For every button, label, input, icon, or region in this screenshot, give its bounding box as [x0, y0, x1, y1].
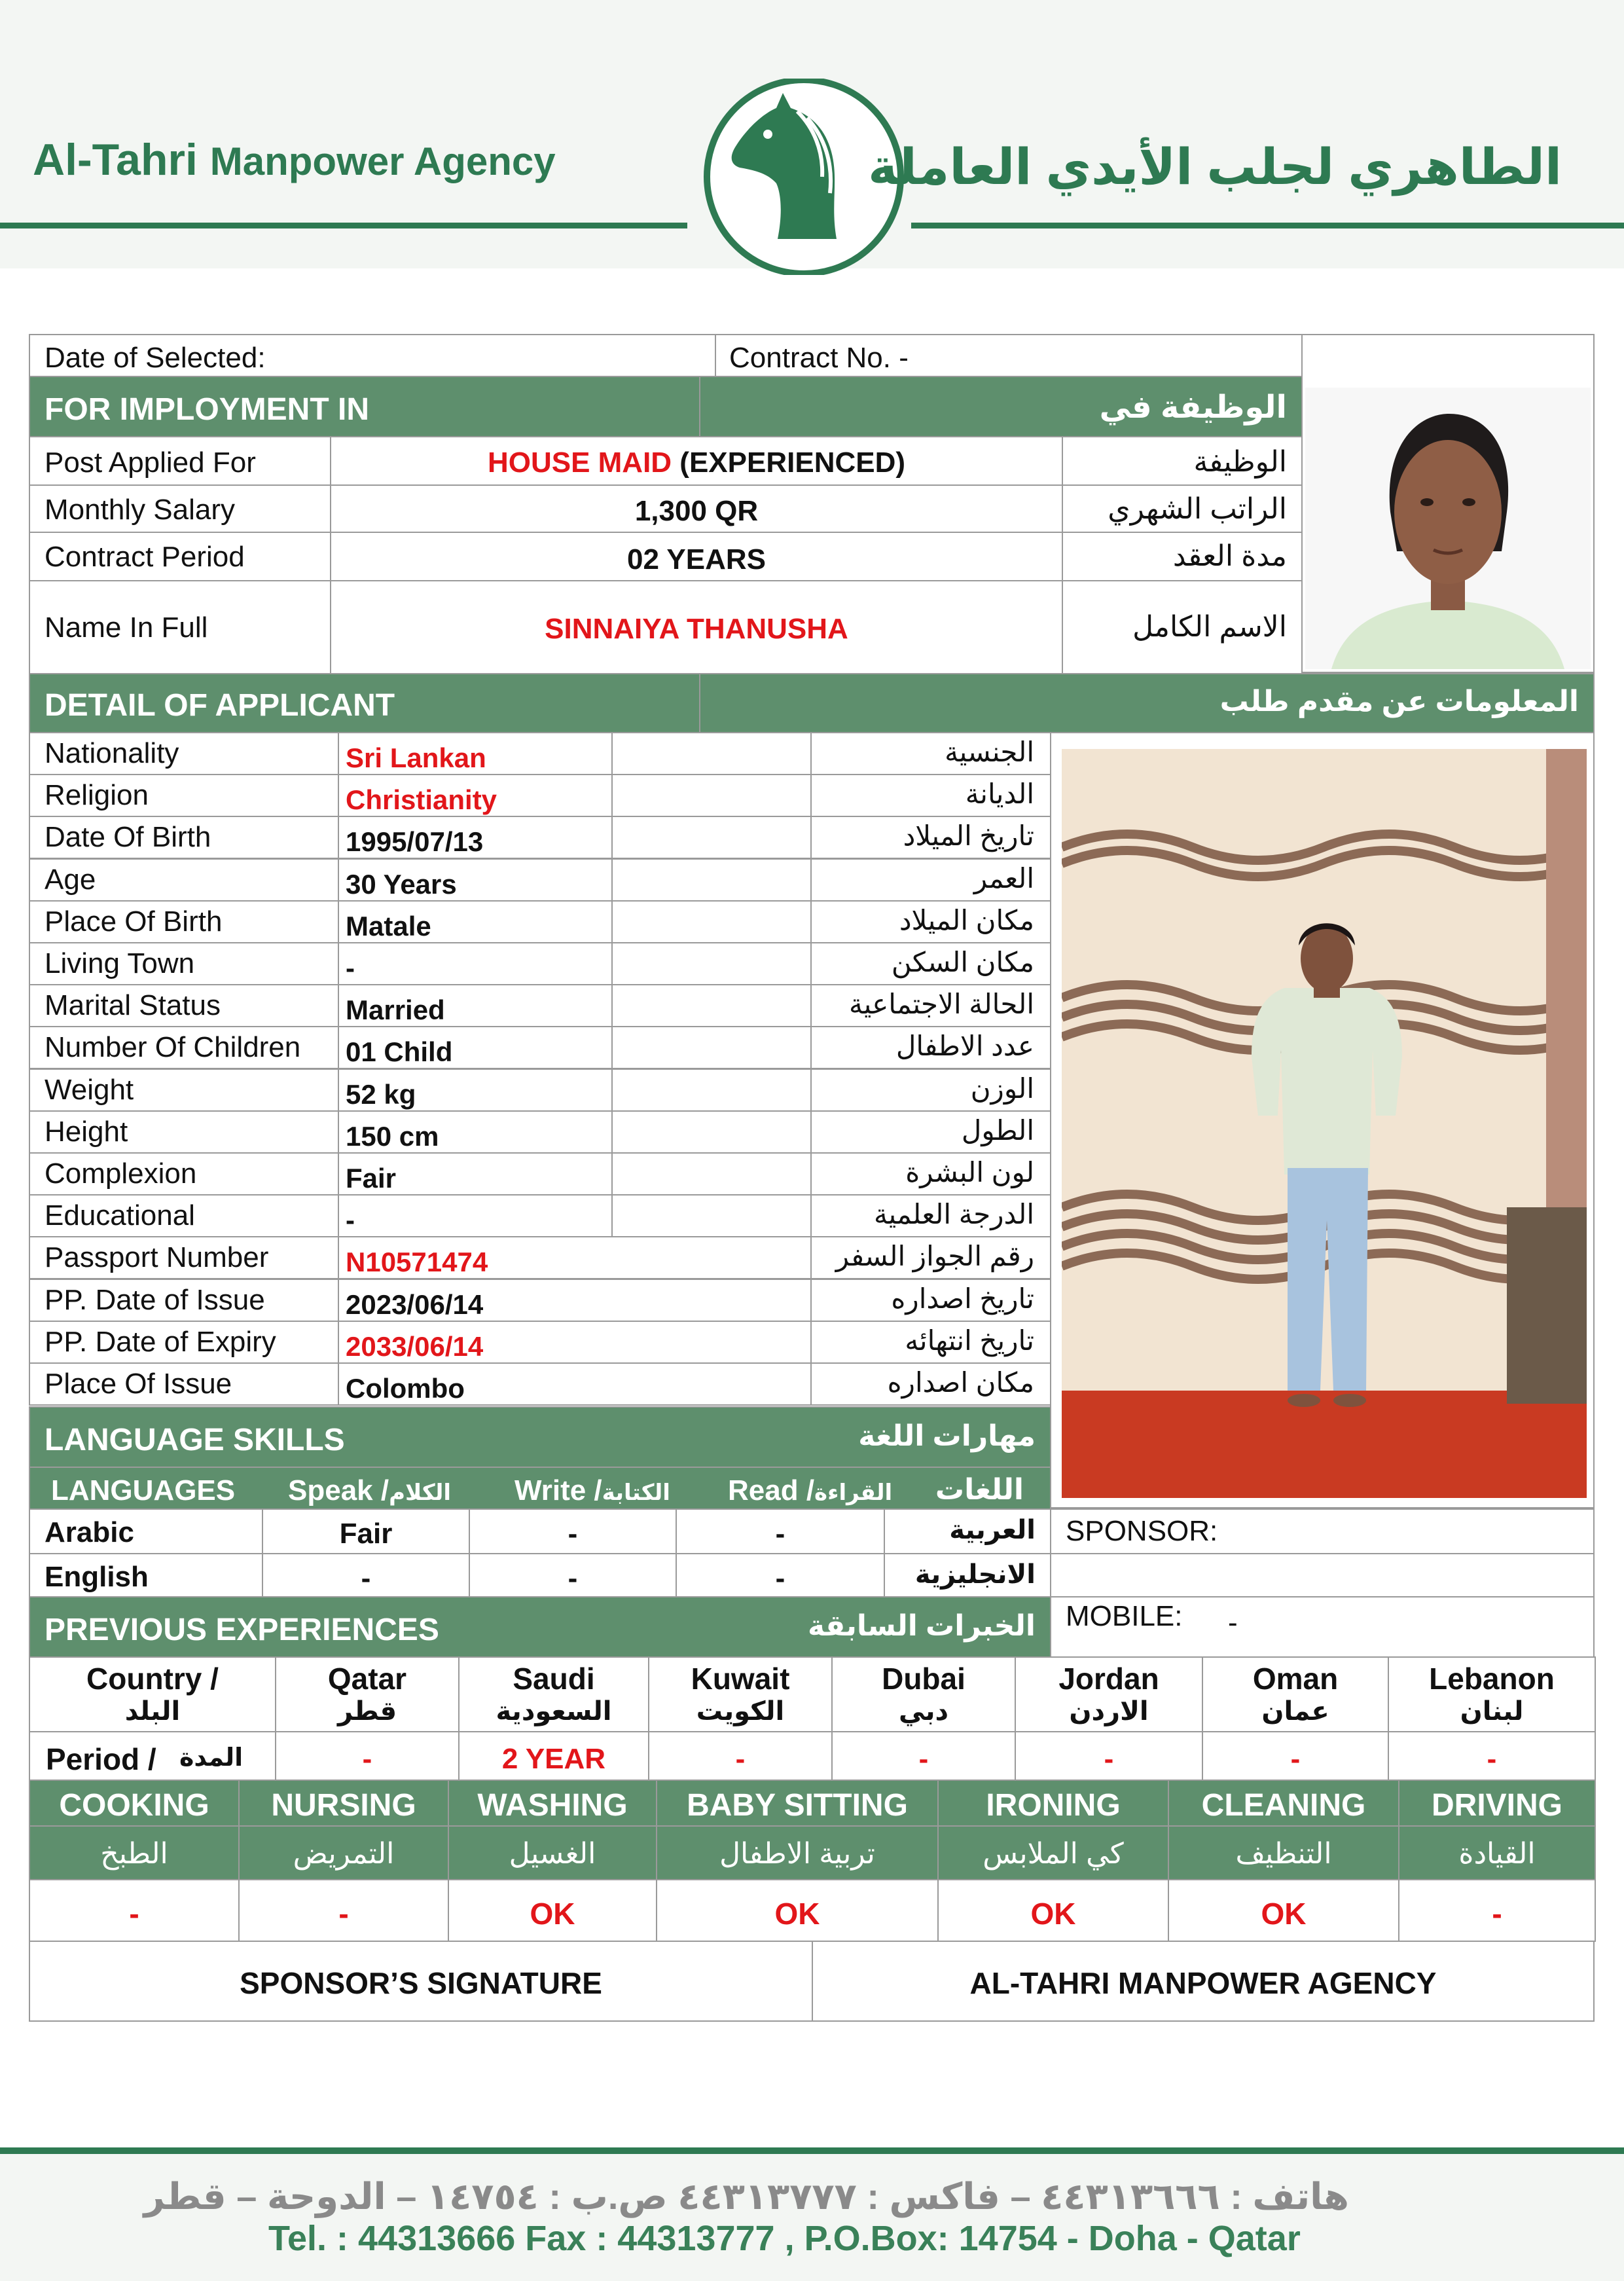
applicant-row-value: -	[346, 953, 355, 983]
name-label-cell	[29, 580, 331, 674]
period-label-ar-cell	[1062, 532, 1303, 581]
applicant-row-label-ar: عدد الاطفال	[895, 1031, 1034, 1061]
skill-name: COOKING	[59, 1788, 209, 1823]
skill-header-en-cell	[937, 1779, 1169, 1827]
applicant-label-cell	[29, 1236, 339, 1279]
skill-header-ar-cell	[937, 1825, 1169, 1880]
applicant-row-label-ar: الحالة الاجتماعية	[849, 989, 1034, 1019]
country-period: -	[1104, 1743, 1114, 1775]
applicant-label-cell	[29, 1068, 339, 1112]
applicant-label-cell	[29, 1026, 339, 1069]
applicant-value-cell	[338, 1194, 613, 1237]
applicant-label-cell	[29, 1152, 339, 1195]
applicant-row-value: Colombo	[346, 1373, 465, 1404]
applicant-ar-cell	[810, 816, 1051, 859]
applicant-label-cell	[29, 1194, 339, 1237]
country-cell	[1015, 1656, 1203, 1732]
applicant-row-value: Married	[346, 995, 445, 1025]
agency-name-en-rest: Manpower Agency	[209, 139, 556, 183]
skill-name: WASHING	[477, 1788, 628, 1823]
applicant-row-value: Sri Lankan	[346, 742, 486, 773]
country-name: Qatar	[327, 1662, 407, 1696]
applicant-ar-cell	[810, 984, 1051, 1027]
applicant-value-cell	[338, 774, 613, 817]
applicant-label-cell	[29, 732, 339, 775]
skill-name-ar: الطبخ	[100, 1838, 168, 1870]
language-cell	[262, 1508, 470, 1554]
skill-name-ar: تربية الاطفال	[719, 1838, 875, 1870]
applicant-header-en	[29, 673, 713, 733]
contract-no-label: Contract No. -	[729, 342, 909, 374]
language-cell	[676, 1508, 885, 1554]
applicant-row-label: Weight	[45, 1074, 134, 1106]
applicant-row-label-ar: تاريخ الميلاد	[903, 820, 1034, 851]
col-read-ar: القراءة	[814, 1480, 893, 1505]
applicant-ar-cell	[810, 1236, 1051, 1279]
language-level: -	[361, 1562, 371, 1594]
applicant-row-label-ar: مكان الميلاد	[899, 905, 1034, 936]
applicant-ar-cell	[810, 900, 1051, 943]
col-speak-ar: الكلام	[389, 1480, 452, 1505]
skill-name: NURSING	[271, 1788, 416, 1823]
experience-header	[29, 1596, 1051, 1658]
col-write: Write /	[514, 1474, 602, 1506]
salary-label-cell	[29, 484, 331, 533]
language-cell	[884, 1508, 1051, 1554]
applicant-row-label-ar: مكان اصداره	[887, 1367, 1034, 1398]
applicant-label-cell	[29, 816, 339, 859]
country-name-ar: لبنان	[1460, 1697, 1524, 1726]
applicant-header-ar	[699, 673, 1595, 733]
skill-header-en-cell	[448, 1779, 657, 1827]
applicant-ar-cell	[810, 1026, 1051, 1069]
country-label-ar: البلد	[124, 1697, 181, 1726]
col-write-ar: الكتابة	[602, 1480, 670, 1505]
country-period: -	[735, 1743, 746, 1775]
period-label: Period /	[46, 1742, 156, 1776]
language-name: Arabic	[45, 1516, 134, 1548]
applicant-value-cell	[338, 1362, 812, 1406]
skill-name-ar: القيادة	[1458, 1838, 1536, 1870]
name-label-ar: الاسم الكامل	[1132, 611, 1287, 643]
language-cell	[884, 1553, 1051, 1599]
applicant-row-value: 2033/06/14	[346, 1331, 484, 1362]
applicant-value-cell	[338, 1068, 613, 1112]
country-name-ar: قطر	[337, 1697, 397, 1726]
applicant-blank-cell	[611, 1152, 812, 1195]
skill-header-ar-cell	[448, 1825, 657, 1880]
applicant-label-cell	[29, 942, 339, 985]
header-rule-right	[911, 223, 1624, 228]
language-level: Fair	[339, 1518, 393, 1550]
agency-name-en-main: Al-Tahri	[33, 135, 198, 185]
applicant-blank-cell	[611, 1026, 812, 1069]
country-name-ar: السعودية	[496, 1697, 612, 1726]
sponsor-cell	[1050, 1508, 1595, 1554]
applicant-value-cell	[338, 1236, 812, 1279]
col-speak: Speak /	[288, 1474, 389, 1506]
experience-title-en: PREVIOUS EXPERIENCES	[45, 1613, 439, 1647]
skill-name-ar: التنظيف	[1235, 1838, 1332, 1870]
language-level: -	[775, 1518, 785, 1550]
period-label-cell	[29, 532, 331, 581]
skill-header-ar-cell	[238, 1825, 449, 1880]
applicant-label-cell	[29, 1321, 339, 1364]
applicant-row-value: 2023/06/14	[346, 1289, 484, 1320]
language-name: English	[45, 1561, 149, 1593]
period-label-cell	[29, 1731, 276, 1781]
applicant-row-label: Age	[45, 864, 96, 896]
country-period-cell	[1202, 1731, 1389, 1781]
country-name-ar: الاردن	[1069, 1697, 1149, 1726]
skill-value-cell	[238, 1879, 449, 1942]
country-name: Jordan	[1058, 1662, 1159, 1696]
applicant-row-label: Height	[45, 1116, 128, 1148]
skill-value-cell	[1398, 1879, 1596, 1942]
country-name-ar: الكويت	[696, 1697, 785, 1726]
applicant-row-label: Religion	[45, 779, 149, 811]
country-period: -	[918, 1743, 929, 1775]
skill-header-ar-cell	[1398, 1825, 1596, 1880]
skill-value: -	[338, 1897, 349, 1931]
skill-value: OK	[1030, 1897, 1076, 1931]
period-value-cell	[330, 532, 1063, 581]
footer-rule	[0, 2147, 1624, 2154]
employment-header-en	[29, 376, 713, 437]
country-cell	[1202, 1656, 1389, 1732]
applicant-value-cell	[338, 900, 613, 943]
applicant-row-label-ar: مكان السكن	[891, 947, 1034, 977]
skill-name: DRIVING	[1431, 1788, 1562, 1823]
skill-header-en-cell	[29, 1779, 240, 1827]
applicant-ar-cell	[810, 1362, 1051, 1406]
applicant-row-label: Date Of Birth	[45, 821, 211, 853]
skill-value-cell	[29, 1879, 240, 1942]
applicant-row-value: Christianity	[346, 784, 497, 815]
country-period: -	[1487, 1743, 1497, 1775]
applicant-row-value: Fair	[346, 1163, 397, 1194]
period-label-ar: المدة	[179, 1744, 244, 1772]
applicant-row-label: Educational	[45, 1199, 195, 1232]
letterhead	[0, 0, 1624, 268]
skill-name: CLEANING	[1201, 1788, 1366, 1823]
sponsor-blank-cell	[1050, 1553, 1595, 1597]
skill-header-en-cell	[1168, 1779, 1399, 1827]
post-value-role: HOUSE MAID	[487, 447, 672, 479]
applicant-row-value: N10571474	[346, 1247, 488, 1277]
country-name-ar: عمان	[1261, 1697, 1329, 1726]
agency-name-ar: الطاهري لجلب الأيدي العاملة	[868, 139, 1562, 195]
country-period-cell	[648, 1731, 833, 1781]
applicant-blank-cell	[611, 774, 812, 817]
applicant-blank-cell	[611, 984, 812, 1027]
applicant-full-body-photo	[1062, 749, 1587, 1498]
country-period-cell	[831, 1731, 1016, 1781]
applicant-blank-cell	[611, 942, 812, 985]
applicant-row-value: 1995/07/13	[346, 826, 484, 857]
employment-title-en: FOR IMPLOYMENT IN	[45, 392, 369, 427]
contract-no-cell	[715, 334, 1303, 377]
applicant-row-label-ar: لون البشرة	[905, 1157, 1034, 1188]
applicant-row-label: Marital Status	[45, 989, 221, 1021]
country-name: Lebanon	[1429, 1662, 1555, 1696]
applicant-value-cell	[338, 816, 613, 859]
skill-value: OK	[530, 1897, 575, 1931]
salary-value: 1,300 QR	[634, 495, 759, 527]
applicant-label-cell	[29, 900, 339, 943]
applicant-row-label-ar: العمر	[973, 863, 1034, 894]
applicant-ar-cell	[810, 1279, 1051, 1322]
post-label-ar-cell	[1062, 436, 1303, 486]
country-period: -	[362, 1743, 372, 1775]
name-label-ar-cell	[1062, 580, 1303, 674]
post-label: Post Applied For	[45, 447, 256, 479]
applicant-row-label-ar: الدرجة العلمية	[873, 1199, 1034, 1230]
applicant-row-value: 150 cm	[346, 1121, 439, 1152]
applicant-row-label-ar: الطول	[961, 1115, 1034, 1146]
skill-value-cell	[937, 1879, 1169, 1942]
full-body-photo-frame	[1050, 732, 1595, 1508]
language-cell	[469, 1508, 677, 1554]
applicant-label-cell	[29, 1110, 339, 1154]
applicant-row-value: 30 Years	[346, 869, 457, 900]
language-column-header	[29, 1467, 1051, 1510]
applicant-value-cell	[338, 1321, 812, 1364]
salary-value-cell	[330, 484, 1063, 533]
language-name-ar: الانجليزية	[914, 1560, 1036, 1589]
applicant-row-label-ar: تاريخ اصداره	[891, 1283, 1034, 1314]
post-value-cell	[330, 436, 1063, 486]
applicant-row-label: Living Town	[45, 947, 195, 979]
applicant-ar-cell	[810, 1110, 1051, 1154]
employment-header-ar	[699, 376, 1303, 437]
applicant-ar-cell	[810, 732, 1051, 775]
applicant-blank-cell	[611, 1194, 812, 1237]
name-value-cell	[330, 580, 1063, 674]
period-label-ar: مدة العقد	[1172, 540, 1287, 572]
skill-value: OK	[774, 1897, 820, 1931]
period-label: Contract Period	[45, 541, 245, 573]
post-value-detail: (EXPERIENCED)	[672, 447, 906, 479]
applicant-row-label-ar: الوزن	[970, 1073, 1034, 1104]
applicant-ar-cell	[810, 942, 1051, 985]
agency-signature-label: AL-TAHRI MANPOWER AGENCY	[969, 1966, 1437, 2000]
col-read: Read /	[728, 1474, 815, 1506]
country-name: Dubai	[882, 1662, 965, 1696]
country-name: Oman	[1252, 1662, 1339, 1696]
applicant-row-label-ar: الديانة	[965, 778, 1034, 809]
applicant-ar-cell	[810, 858, 1051, 902]
applicant-value-cell	[338, 1152, 613, 1195]
mobile-cell	[1050, 1596, 1595, 1658]
skill-header-ar-cell	[29, 1825, 240, 1880]
agency-signature-cell	[812, 1941, 1595, 2022]
applicant-row-label: Place Of Issue	[45, 1368, 232, 1400]
skill-name-ar: الغسيل	[509, 1838, 596, 1870]
skill-header-en-cell	[238, 1779, 449, 1827]
country-cell	[831, 1656, 1016, 1732]
date-selected-cell	[29, 334, 716, 377]
applicant-value-cell	[338, 1110, 613, 1154]
applicant-value-cell	[338, 1026, 613, 1069]
applicant-row-label: Nationality	[45, 737, 179, 769]
name-label: Name In Full	[45, 611, 208, 644]
applicant-value-cell	[338, 942, 613, 985]
sponsor-label: SPONSOR:	[1066, 1515, 1218, 1547]
col-languages-ar: اللغات	[935, 1474, 1024, 1506]
applicant-ar-cell	[810, 1068, 1051, 1112]
applicant-value-cell	[338, 858, 613, 902]
applicant-label-cell	[29, 774, 339, 817]
applicant-portrait-photo	[1305, 388, 1591, 669]
country-name: Saudi	[513, 1662, 595, 1696]
applicant-value-cell	[338, 984, 613, 1027]
country-period-cell	[1015, 1731, 1203, 1781]
skill-header-ar-cell	[656, 1825, 939, 1880]
skill-header-en-cell	[656, 1779, 939, 1827]
country-period: 2 YEAR	[501, 1743, 606, 1775]
language-cell	[469, 1553, 677, 1599]
letterhead-footer	[0, 2147, 1624, 2281]
applicant-row-label: PP. Date of Issue	[45, 1284, 265, 1316]
country-name: Kuwait	[691, 1662, 790, 1696]
applicant-title-en: DETAIL OF APPLICANT	[45, 688, 395, 723]
applicant-blank-cell	[611, 900, 812, 943]
employment-title-ar: الوظيفة في	[1099, 390, 1287, 425]
country-cell	[458, 1656, 649, 1732]
agency-name-en	[33, 134, 556, 185]
language-cell	[29, 1553, 263, 1599]
language-name-ar: العربية	[949, 1516, 1036, 1544]
salary-label-ar-cell	[1062, 484, 1303, 533]
applicant-row-label-ar: تاريخ انتهائه	[905, 1325, 1034, 1356]
country-name-ar: دبي	[898, 1697, 948, 1726]
skill-value-cell	[1168, 1879, 1399, 1942]
applicant-label-cell	[29, 858, 339, 902]
applicant-label-cell	[29, 1279, 339, 1322]
applicant-blank-cell	[611, 1068, 812, 1112]
experience-title-ar: الخبرات السابقة	[808, 1610, 1036, 1642]
sponsor-signature-label: SPONSOR’S SIGNATURE	[240, 1966, 602, 2000]
applicant-blank-cell	[611, 858, 812, 902]
skill-value-cell	[448, 1879, 657, 1942]
footer-contact-ar: هاتف : ٤٤٣١٣٦٦٦ – فاكس : ٤٤٣١٣٧٧٧ ص.ب : ١٤٧٥٤ – الدوحة – قطر	[143, 2176, 1349, 2217]
period-value: 02 YEARS	[627, 543, 766, 575]
country-period: -	[1290, 1743, 1301, 1775]
portrait-frame	[1301, 334, 1595, 673]
date-selected-label: Date of Selected:	[45, 342, 266, 374]
skill-header-ar-cell	[1168, 1825, 1399, 1880]
salary-label: Monthly Salary	[45, 494, 236, 526]
mobile-value: -	[1228, 1607, 1238, 1639]
applicant-label-cell	[29, 1362, 339, 1406]
applicant-row-label: Complexion	[45, 1158, 197, 1190]
country-period-cell	[458, 1731, 649, 1781]
applicant-ar-cell	[810, 774, 1051, 817]
language-cell	[676, 1553, 885, 1599]
country-period-cell	[275, 1731, 460, 1781]
mobile-label: MOBILE:	[1066, 1600, 1183, 1632]
applicant-value-cell	[338, 1279, 812, 1322]
applicant-row-label-ar: رقم الجواز السفر	[835, 1241, 1034, 1271]
applicant-row-value: Matale	[346, 911, 431, 941]
language-level: -	[568, 1562, 578, 1594]
applicant-blank-cell	[611, 1110, 812, 1154]
applicant-label-cell	[29, 984, 339, 1027]
language-header	[29, 1406, 1051, 1468]
applicant-row-value: 52 kg	[346, 1079, 416, 1110]
skill-value: -	[1492, 1897, 1502, 1931]
applicant-row-value: 01 Child	[346, 1036, 453, 1067]
country-cell	[275, 1656, 460, 1732]
applicant-row-label: Number Of Children	[45, 1031, 301, 1063]
applicant-ar-cell	[810, 1194, 1051, 1237]
language-level: -	[775, 1562, 785, 1594]
applicant-title-ar: المعلومات عن مقدم طلب	[1219, 685, 1579, 718]
country-cell	[648, 1656, 833, 1732]
applicant-row-label-ar: الجنسية	[945, 737, 1034, 767]
country-period-cell	[1388, 1731, 1596, 1781]
skill-value: OK	[1261, 1897, 1307, 1931]
sponsor-signature-cell	[29, 1941, 813, 2022]
post-label-cell	[29, 436, 331, 486]
country-cell	[1388, 1656, 1596, 1732]
applicant-value-cell	[338, 732, 613, 775]
language-title-ar: مهارات اللغة	[858, 1420, 1036, 1452]
applicant-row-label: Place Of Birth	[45, 905, 223, 938]
skill-value-cell	[656, 1879, 939, 1942]
applicant-blank-cell	[611, 732, 812, 775]
language-title-en: LANGUAGE SKILLS	[45, 1423, 345, 1457]
applicant-row-value: -	[346, 1205, 355, 1235]
country-label: Country /	[86, 1662, 219, 1696]
name-value: SINNAIYA THANUSHA	[545, 613, 848, 645]
country-label-cell	[29, 1656, 276, 1732]
applicant-row-label: PP. Date of Expiry	[45, 1326, 276, 1358]
salary-label-ar: الراتب الشهري	[1108, 493, 1287, 525]
language-cell	[262, 1553, 470, 1599]
applicant-ar-cell	[810, 1321, 1051, 1364]
skill-name-ar: التمريض	[293, 1838, 395, 1870]
skill-header-en-cell	[1398, 1779, 1596, 1827]
applicant-ar-cell	[810, 1152, 1051, 1195]
skill-name-ar: كي الملابس	[983, 1838, 1124, 1870]
skill-name: BABY SITTING	[687, 1788, 908, 1823]
applicant-row-label: Passport Number	[45, 1241, 269, 1273]
applicant-blank-cell	[611, 816, 812, 859]
footer-contact-en: Tel. : 44313666 Fax : 44313777 , P.O.Box: 14754 - Doha - Qatar	[268, 2219, 1301, 2258]
skill-name: IRONING	[986, 1788, 1121, 1823]
language-level: -	[568, 1518, 578, 1550]
language-cell	[29, 1508, 263, 1554]
col-languages: LANGUAGES	[51, 1474, 236, 1506]
post-label-ar: الوظيفة	[1193, 446, 1287, 478]
header-rule-left	[0, 223, 687, 228]
skill-value: -	[129, 1897, 139, 1931]
